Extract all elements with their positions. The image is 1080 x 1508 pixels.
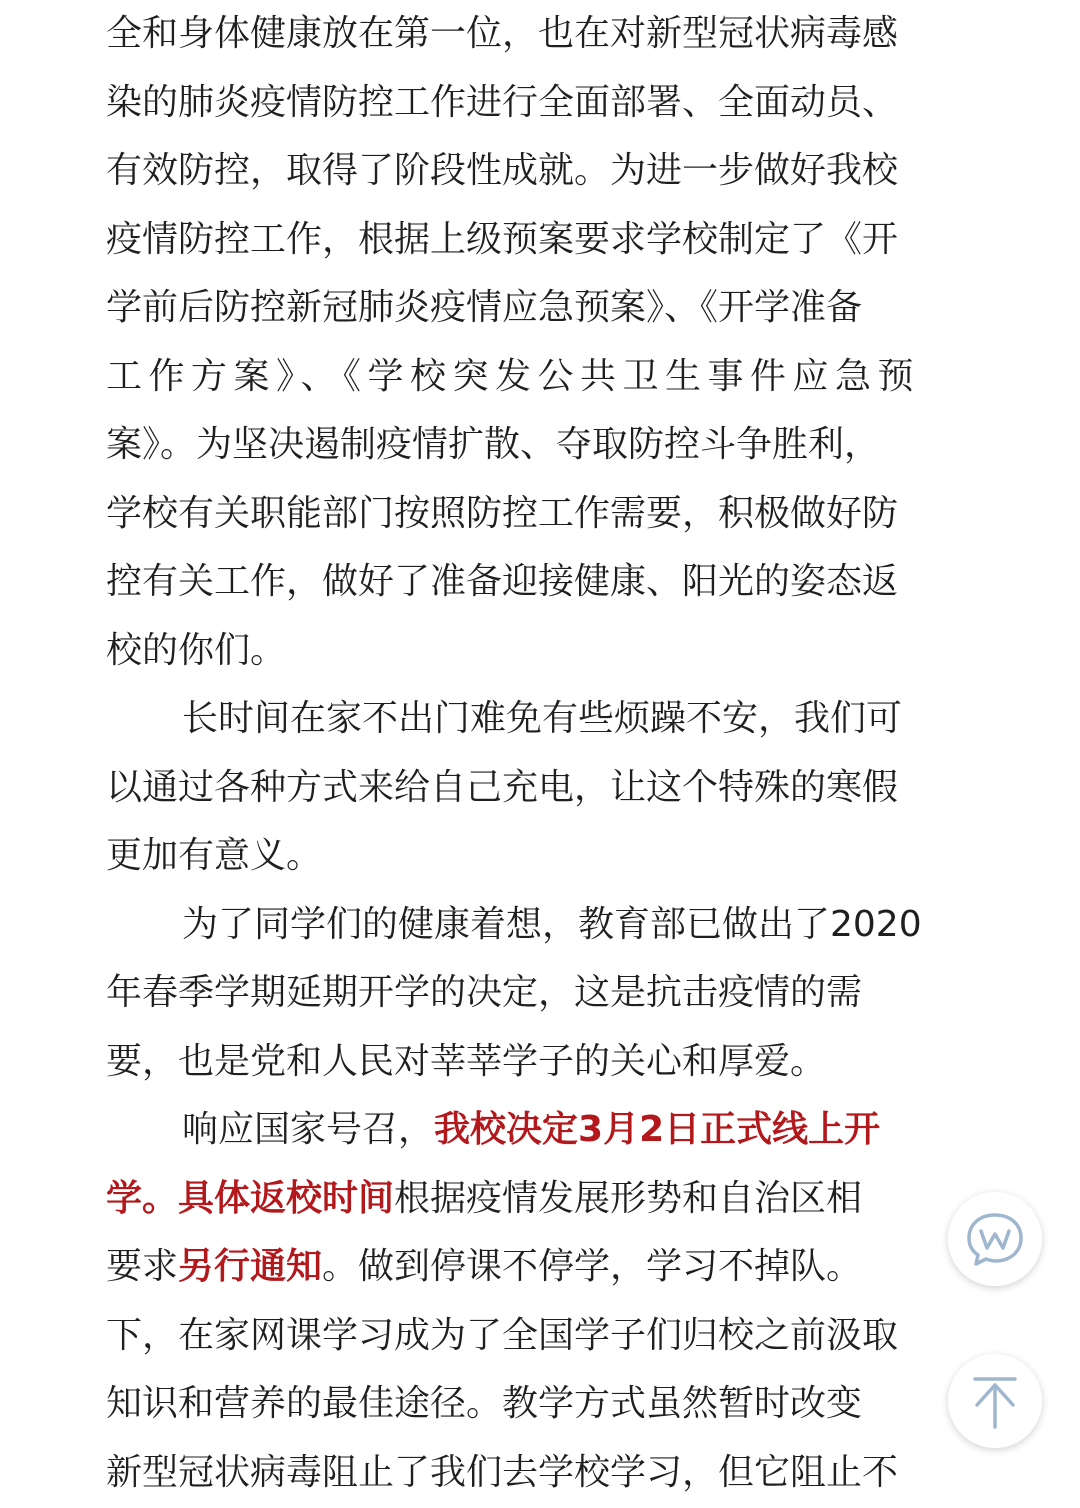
text-line	[106, 1165, 974, 1234]
text-line: 以通过各种方式来给自己充电，让这个特殊的寒假	[106, 766, 899, 808]
arrow-up-icon	[963, 1369, 1027, 1433]
plain-text: 要求	[106, 1246, 179, 1287]
text-line: 知识和营养的最佳途径。教学方式虽然暂时改变	[106, 1383, 863, 1424]
text-line: 控有关工作，做好了准备迎接健康、阳光的姿态返	[106, 561, 899, 602]
text-line	[106, 1233, 974, 1302]
text-line: 为了同学们的健康着想，教育部已做出了2020	[182, 903, 922, 945]
text-line: 新型冠状病毒阻止了我们去学校学习，但它阻止不	[106, 1451, 899, 1493]
text-line: 长时间在家不出门难免有些烦躁不安，我们可	[182, 698, 903, 739]
text-line: 有效防控，取得了阶段性成就。为进一步做好我校	[106, 150, 899, 191]
paragraph-2	[106, 685, 974, 891]
wechat-comment-icon	[963, 1207, 1027, 1271]
highlight-text: 另行通知	[178, 1246, 323, 1287]
plain-text: 根据疫情发展形势和自治区相	[394, 1177, 863, 1219]
highlight-text: 学。具体返校时间	[106, 1177, 395, 1219]
text-line: 学前后防控新冠肺炎疫情应急预案》、《开学准备	[106, 287, 863, 328]
text-line: 疫情防控工作，根据上级预案要求学校制定了《开	[106, 218, 899, 260]
paragraph-3	[106, 891, 974, 1097]
text-line: 染的肺炎疫情防控工作进行全面部署、全面动员、	[106, 81, 899, 123]
text-line: 下，在家网课学习成为了全国学子们归校之前汲取	[106, 1314, 899, 1356]
text-line	[106, 1096, 974, 1165]
text-line: 全和身体健康放在第一位，也在对新型冠状病毒感	[106, 13, 899, 54]
text-line: 年春季学期延期开学的决定，这是抗击疫情的需	[106, 972, 863, 1013]
text-line: 更加有意义。	[106, 835, 323, 876]
back-to-top-button[interactable]	[948, 1354, 1042, 1448]
text-line: 要，也是党和人民对莘莘学子的关心和厚爱。	[106, 1040, 827, 1082]
plain-text: 。做到停课不停学，学习不掉队。	[322, 1246, 863, 1287]
wechat-comment-button[interactable]	[948, 1192, 1042, 1286]
highlight-text: 我校决定3月2日正式线上开	[434, 1109, 881, 1150]
text-line: 案》。为坚决遏制疫情扩散、夺取防控斗争胜利，	[106, 424, 881, 465]
paragraph-4	[106, 1096, 974, 1507]
article-body	[106, 0, 974, 1507]
paragraph-1	[106, 0, 974, 685]
text-line: 学校有关职能部门按照防控工作需要，积极做好防	[106, 492, 899, 534]
text-line: 工作方案》、《学校突发公共卫生事件应急预	[106, 355, 921, 397]
text-line: 校的你们。	[106, 629, 287, 671]
plain-text: 响应国家号召，	[182, 1109, 435, 1150]
